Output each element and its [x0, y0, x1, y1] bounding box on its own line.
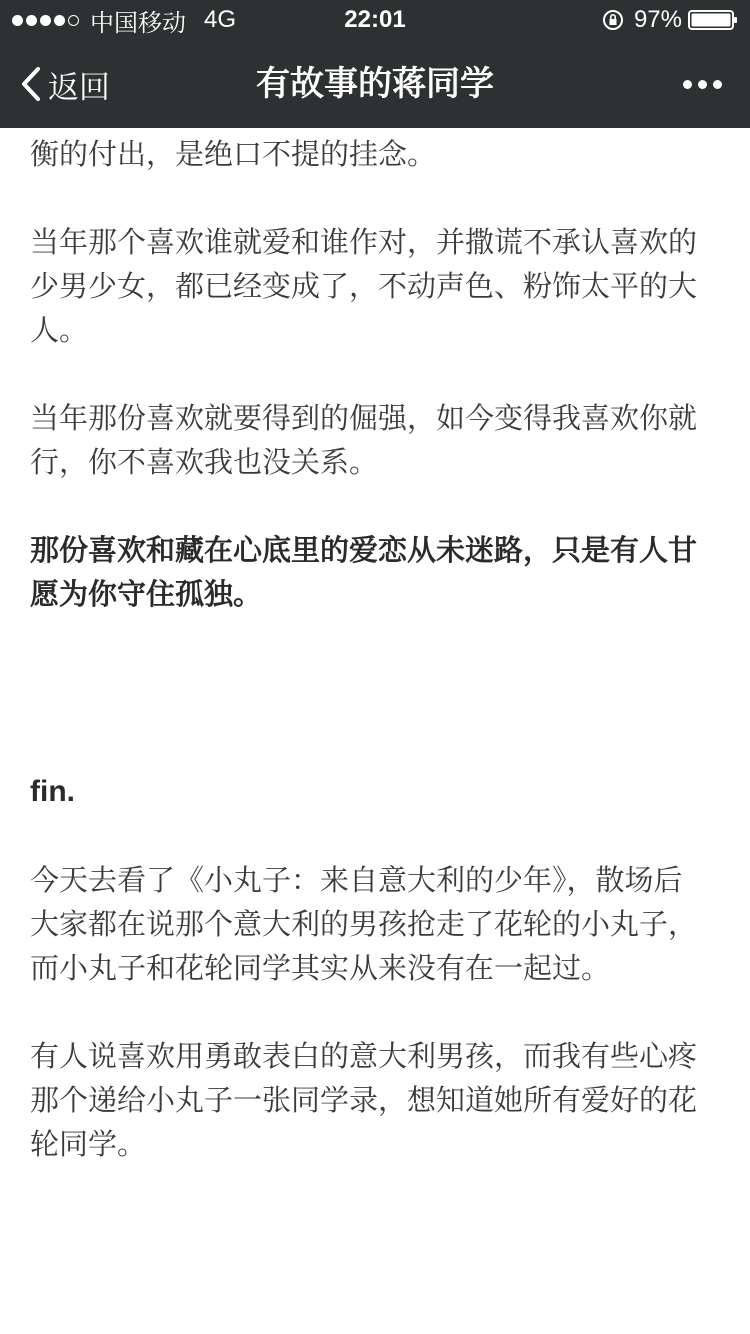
battery-percent: 97%: [633, 6, 682, 33]
more-options-button[interactable]: [677, 40, 722, 128]
article-body: [30, 128, 730, 1166]
status-bar: [0, 0, 750, 40]
network-type: 4G: [204, 6, 237, 33]
rotation-lock-icon: [602, 9, 624, 31]
battery-icon: [688, 9, 738, 31]
text-line: 那份喜欢和藏在心底里的爱恋从未迷路，只是有人甘: [30, 533, 698, 567]
text-line: 大家都在说那个意大利的男孩抢走了花轮的小丸子，: [30, 907, 698, 941]
text-line: 而小丸子和花轮同学其实从来没有在一起过。: [30, 951, 611, 985]
paragraph: [30, 132, 730, 176]
back-label: 返回: [48, 69, 110, 106]
text-line: 衡的付出，是绝口不提的挂念。: [30, 137, 437, 171]
text-line: 人。: [30, 313, 89, 347]
more-dot-icon: [683, 80, 692, 89]
text-line: 行，你不喜欢我也没关系。: [30, 445, 379, 479]
highlight-paragraph: [30, 528, 730, 616]
more-dot-icon: [698, 80, 707, 89]
text-line: 那个递给小丸子一张同学录，想知道她所有爱好的花: [30, 1083, 698, 1117]
text-line: 愿为你守住孤独。: [30, 577, 263, 611]
fin-heading: fin.: [30, 775, 75, 808]
carrier-name: 中国移动: [90, 9, 186, 37]
text-line: 少男少女，都已经变成了，不动声色、粉饰太平的大: [30, 269, 698, 303]
text-line: 当年那个喜欢谁就爱和谁作对，并撒谎不承认喜欢的: [30, 225, 698, 259]
paragraph: [30, 220, 730, 352]
status-time: 22:01: [344, 6, 406, 33]
text-line: 轮同学。: [30, 1127, 147, 1161]
navigation-bar: [0, 40, 750, 128]
page-title: 有故事的蒋同学: [256, 64, 494, 104]
text-line: 今天去看了《小丸子：来自意大利的少年》，散场后: [30, 863, 683, 897]
more-dot-icon: [713, 80, 722, 89]
paragraph: [30, 858, 730, 990]
paragraph: [30, 396, 730, 484]
paragraph: [30, 1034, 730, 1166]
text-line: 有人说喜欢用勇敢表白的意大利男孩，而我有些心疼: [30, 1039, 698, 1073]
text-line: 当年那份喜欢就要得到的倔强，如今变得我喜欢你就: [30, 401, 698, 435]
status-right: [602, 6, 738, 34]
